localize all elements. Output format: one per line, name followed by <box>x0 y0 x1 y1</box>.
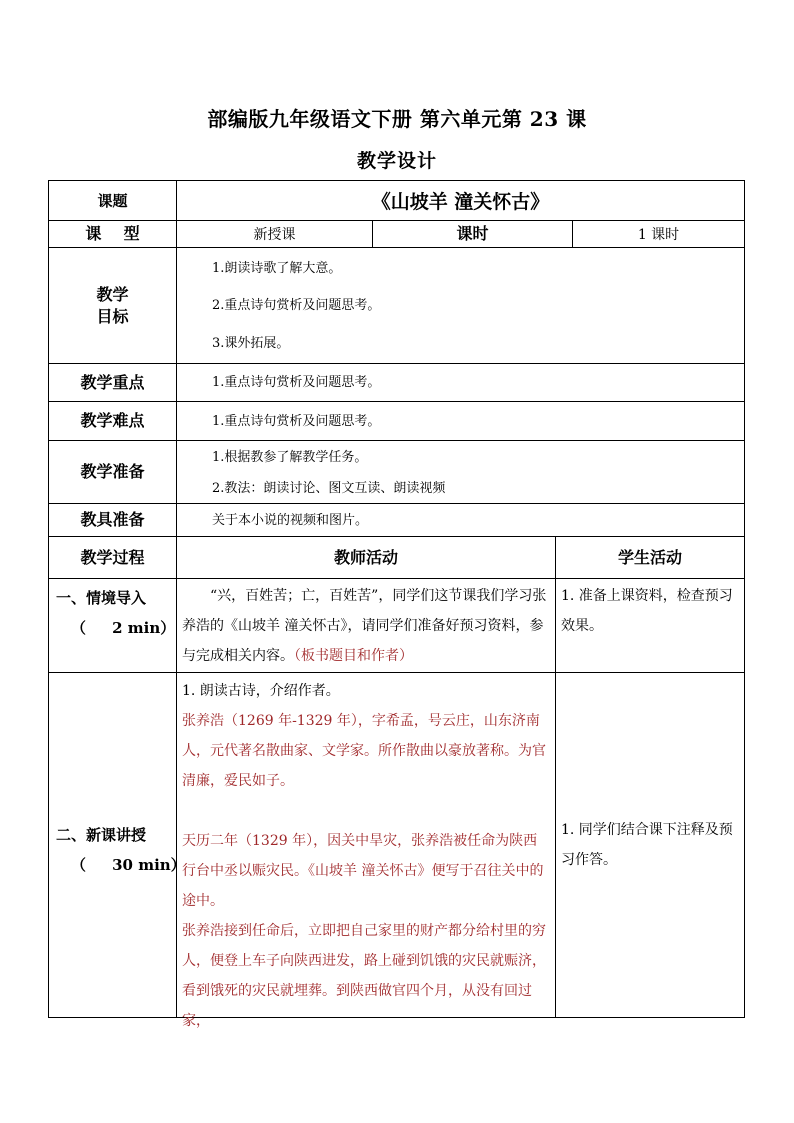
process-header-col1: 教学过程 <box>80 547 145 567</box>
step2-time: （ 30 min） <box>71 856 186 874</box>
step2-teacher-story: 张养浩接到任命后，立即把自己家里的财产都分给村里的穷人，便登上车子向陕西进发，路上碰到饥饿的灾民就赈济，看到饿死的灾民就埋葬。到陕西做官四个月，从没有回过家， <box>182 923 546 1029</box>
goals-label-line1: 教学 <box>96 284 129 304</box>
document-subtitle: 教学设计 <box>356 150 437 172</box>
key-value: 1.重点诗句赏析及问题思考。 <box>212 375 381 390</box>
difficulty-value: 1.重点诗句赏析及问题思考。 <box>212 414 381 429</box>
step1-teacher-activity <box>182 581 550 671</box>
step2-label <box>49 820 186 880</box>
step2-name: 二、新课讲授 <box>56 826 147 844</box>
tools-value: 关于本小说的视频和图片。 <box>212 513 369 528</box>
topic-label: 课题 <box>97 191 128 210</box>
prep-label: 教学准备 <box>80 462 145 481</box>
goal-item-3: 3.课外拓展。 <box>212 336 290 351</box>
step1-time: （ 2 min） <box>71 619 176 637</box>
prep-item-1: 1.根据教参了解教学任务。 <box>212 450 368 465</box>
goal-item-2: 2.重点诗句赏析及问题思考。 <box>212 298 381 313</box>
type-value: 新授课 <box>253 227 296 243</box>
tools-label: 教具准备 <box>80 510 145 529</box>
step2-teacher-line1: 1. 朗读古诗，介绍作者。 <box>182 683 340 699</box>
difficulty-label: 教学难点 <box>80 411 145 430</box>
step1-label <box>49 583 176 643</box>
key-label: 教学重点 <box>80 372 145 392</box>
goal-item-1: 1.朗读诗歌了解大意。 <box>212 261 342 276</box>
type-label: 课 型 <box>85 224 140 243</box>
process-header-col3: 学生活动 <box>617 547 682 567</box>
step2-teacher-activity <box>182 676 550 1029</box>
document-title: 部编版九年级语文下册 第六单元第 23 课 <box>207 107 587 131</box>
topic-value: 《山坡羊 潼关怀古》 <box>371 191 550 213</box>
period-value: 1 课时 <box>637 227 680 243</box>
step1-teacher-note: （板书题目和作者） <box>294 648 413 664</box>
step1-name: 一、情境导入 <box>56 589 147 607</box>
step2-teacher-background: 天历二年（1329 年），因关中旱灾，张养浩被任命为陕西行台中丞以赈灾民。《山坡羊 潼关怀古》便写于召往关中的途中。 <box>182 833 544 909</box>
period-label: 课时 <box>456 224 489 243</box>
prep-item-2: 2.教法：朗读讨论、图文互读、朗读视频 <box>212 481 446 496</box>
process-header-col2: 教师活动 <box>333 547 398 567</box>
goals-label-line2: 目标 <box>96 306 129 326</box>
step1-teacher-text: “兴，百姓苦；亡，百姓苦”，同学们这节课我们学习张养浩的《山坡羊 潼关怀古》，请同学们准备好预习资料，参与完成相关内容。 <box>182 588 547 664</box>
step2-teacher-author-intro: 张养浩（1269 年-1329 年），字希孟，号云庄，山东济南人，元代著名散曲家、文学家。所作散曲以豪放著称。为官清廉，爱民如子。 <box>182 713 546 789</box>
goals-label <box>49 248 176 363</box>
step1-student-activity: 1. 准备上课资料，检查预习效果。 <box>561 588 733 634</box>
step2-student-activity: 1. 同学们结合课下注释及预习作答。 <box>561 822 733 868</box>
